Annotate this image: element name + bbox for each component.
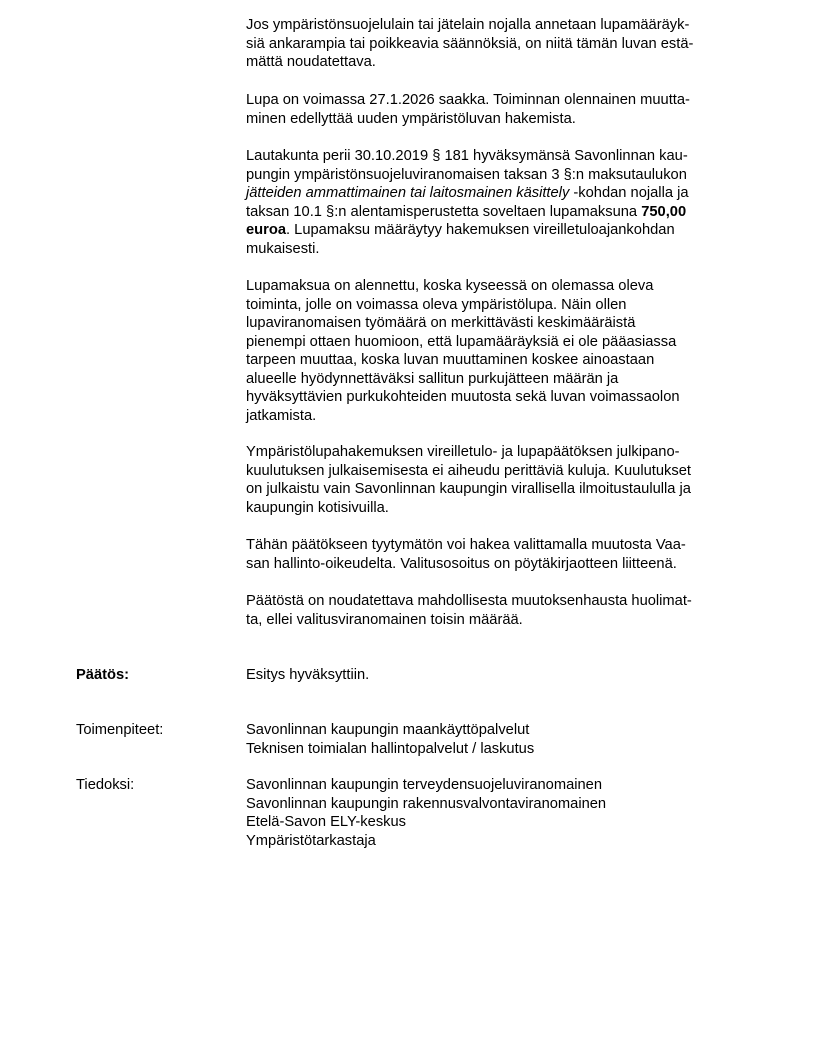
text-line: Lautakunta perii 30.10.2019 § 181 hyväksymänsä Savonlinnan kau-	[246, 148, 688, 164]
text-line: Ympäristölupahakemuksen vireilletulo- ja lupapäätöksen julkipano-	[246, 444, 680, 460]
actions-label: Toimenpiteet:	[76, 722, 164, 738]
list-item: Etelä-Savon ELY-keskus	[246, 814, 407, 830]
text-line: Tähän päätökseen tyytymätön voi hakea valittamalla muutosta Vaa-	[246, 537, 686, 553]
text-line: san hallinto-oikeudelta. Valitusosoitus on pöytäkirjaotteen liitteenä.	[246, 555, 677, 572]
list-item: Savonlinnan kaupungin rakennusvalvontaviranomainen	[246, 795, 607, 812]
text-line: kuulutuksen julkaisemisesta ei aiheudu perittäviä kuluja. Kuulutukset	[246, 462, 691, 479]
text-line: mättä noudatettava.	[246, 54, 376, 70]
text-line: ta, ellei valitusviranomainen toisin määrää.	[246, 611, 523, 628]
list-item: Savonlinnan kaupungin terveydensuojeluviranomainen	[246, 777, 603, 793]
text-line: siä ankarampia tai poikkeavia säännöksiä, on niitä tämän luvan estä-	[246, 35, 694, 52]
text-segment: -kohdan nojalla ja	[569, 185, 689, 201]
text-line: pienempi ottaen huomioon, että lupamääräyksiä ei ole pääasiassa	[246, 333, 677, 350]
text-segment: . Lupamaksu määräytyy hakemuksen vireilletuloajankohdan	[286, 222, 675, 238]
text-line: lupaviranomaisen työmäärä on merkittävästi keskimääräistä	[246, 315, 636, 331]
actions-list	[246, 721, 738, 758]
paragraph-announcement-costs	[246, 443, 738, 517]
fee-category-italic: jätteiden ammattimainen tai laitosmainen käsittely	[246, 185, 570, 201]
list-item: Savonlinnan kaupungin maankäyttöpalvelut	[246, 722, 530, 738]
text-line: tarpeen muuttaa, koska luvan muuttaminen koskee ainoastaan	[246, 352, 655, 368]
text-line: pungin ympäristönsuojeluviranomaisen taksan 3 §:n maksutaulukon	[246, 166, 687, 183]
text-line: Lupamaksua on alennettu, koska kyseessä on olemassa oleva	[246, 278, 654, 294]
paragraph-compliance	[246, 592, 738, 629]
decision-text: Esitys hyväksyttiin.	[246, 667, 370, 683]
text-line: Jos ympäristönsuojelulain tai jätelain nojalla annetaan lupamääräyk-	[246, 17, 690, 33]
text-line: Päätöstä on noudatettava mahdollisesta muutoksenhausta huolimat-	[246, 593, 692, 609]
text-line	[246, 203, 738, 222]
paragraph-permit-fee	[246, 147, 738, 258]
text-segment: taksan 10.1 §:n alentamisperustetta soveltaen lupamaksuna	[246, 203, 642, 220]
text-line: jatkamista.	[246, 407, 317, 424]
text-line: on julkaistu vain Savonlinnan kaupungin virallisella ilmoitustaululla ja	[246, 481, 691, 497]
text-line	[246, 221, 738, 240]
text-line: mukaisesti.	[246, 240, 320, 257]
fee-currency-bold: euroa	[246, 222, 286, 238]
info-label: Tiedoksi:	[76, 777, 135, 793]
info-list	[246, 776, 738, 850]
paragraph-validity	[246, 91, 738, 128]
text-line: toiminta, jolle on voimassa oleva ympäristölupa. Näin ollen	[246, 296, 627, 313]
list-item: Ympäristötarkastaja	[246, 832, 376, 849]
list-item: Teknisen toimialan hallintopalvelut / laskutus	[246, 740, 535, 757]
text-line: minen edellyttää uuden ympäristöluvan hakemista.	[246, 110, 576, 127]
paragraph-fee-reduction	[246, 277, 738, 425]
text-line: hyväksyttävien purkukohteiden muutosta sekä luvan voimassaolon	[246, 389, 680, 405]
text-line: kaupungin kotisivuilla.	[246, 499, 389, 516]
decision-label: Päätös:	[76, 667, 130, 683]
text-line: Lupa on voimassa 27.1.2026 saakka. Toiminnan olennainen muutta-	[246, 92, 690, 108]
fee-amount-bold: 750,00	[641, 203, 687, 220]
text-line	[246, 184, 738, 203]
text-line: alueelle hyödynnettäväksi sallitun purkujätteen määrän ja	[246, 370, 619, 387]
paragraph-regulations	[246, 16, 738, 72]
paragraph-appeal	[246, 536, 738, 573]
